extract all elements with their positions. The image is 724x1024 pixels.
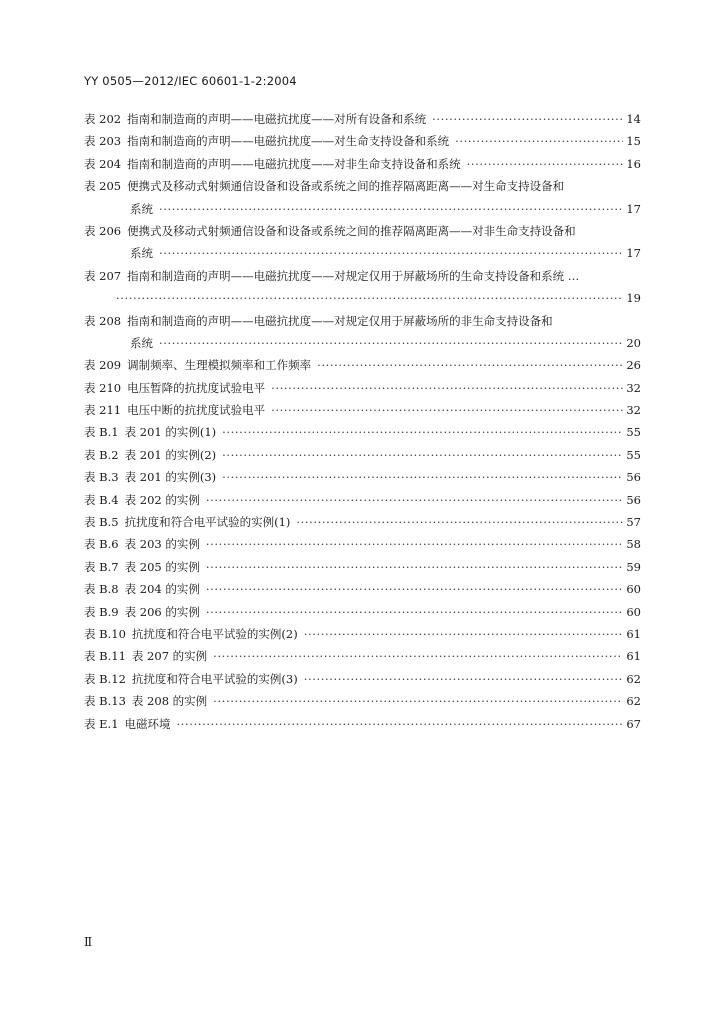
toc-leader-dots [213,645,623,667]
toc-entry[interactable] [84,198,641,220]
toc-entry[interactable] [84,623,641,645]
toc-leader-dots [222,466,623,488]
toc-leader-dots [159,332,623,354]
toc-entry[interactable] [84,153,641,175]
toc-entry-title: 表 204 的实例 [124,582,200,597]
toc-entry-title: 表 202 的实例 [124,492,200,507]
toc-entry-page: 26 [626,358,641,373]
toc-entry-title: 指南和制造商的声明——电磁抗扰度——对规定仅用于屏蔽场所的生命支持设备和系统 … [127,268,580,283]
toc-entry-label: 表 B.11 [84,649,126,664]
toc-entry-title: 表 201 的实例(3) [124,470,217,485]
toc-entry-page: 59 [626,559,641,574]
toc-leader-dots [222,421,623,443]
toc-entry[interactable] [84,242,641,264]
toc-leader-dots [296,511,623,533]
toc-entry-label: 表 B.1 [84,425,119,440]
toc-entry[interactable] [84,578,641,600]
toc-entry-title: 电压暂降的抗扰度试验电平 [127,380,266,395]
toc-entry[interactable] [84,108,641,130]
table-of-contents [84,108,641,735]
toc-entry-page: 55 [626,425,641,440]
toc-entry-title: 指南和制造商的声明——电磁抗扰度——对非生命支持设备和系统 [127,156,461,171]
toc-entry[interactable] [84,668,641,690]
toc-entry[interactable] [84,421,641,443]
toc-entry-title: 电压中断的抗扰度试验电平 [127,403,266,418]
toc-entry-title: 指南和制造商的声明——电磁抗扰度——对规定仅用于屏蔽场所的非生命支持设备和 [127,313,553,328]
toc-entry-label: 表 202 [84,112,122,126]
toc-entry-label: 表 209 [84,358,122,373]
toc-entry-title: 表 205 的实例 [124,559,200,574]
toc-entry-label: 表 210 [84,380,122,395]
toc-entry-page: 62 [626,671,641,686]
toc-entry-label: 表 205 [84,179,122,194]
toc-leader-dots [206,578,624,600]
toc-entry[interactable] [84,175,641,197]
toc-entry-title: 抗扰度和符合电平试验的实例(3) [131,671,298,686]
toc-entry-title: 表 203 的实例 [124,537,200,552]
toc-leader-dots [271,399,623,421]
toc-entry-title: 调制频率、生理模拟频率和工作频率 [127,358,312,373]
toc-entry-page: 16 [626,156,641,171]
toc-entry-page: 32 [626,380,641,395]
toc-entry-title: 抗扰度和符合电平试验的实例(2) [131,626,298,641]
toc-entry-label: 表 B.12 [84,671,126,686]
toc-entry-page: 56 [626,470,641,485]
toc-entry-page: 55 [626,447,641,462]
toc-leader-dots [159,242,623,264]
toc-entry[interactable] [84,511,641,533]
toc-entry-label: 表 B.4 [84,492,119,507]
toc-entry-title: 表 206 的实例 [124,604,200,619]
toc-entry[interactable] [84,287,641,309]
toc-entry-page: 20 [626,335,641,350]
toc-leader-dots [271,377,623,399]
toc-entry[interactable] [84,533,641,555]
toc-entry-page: 62 [626,694,641,709]
toc-entry-title: 表 207 的实例 [131,649,208,664]
toc-entry-page: 19 [626,291,641,306]
toc-entry-label: 表 B.3 [84,470,119,485]
toc-leader-dots [159,198,623,220]
toc-entry[interactable] [84,466,641,488]
toc-entry-label: 表 203 [84,134,122,149]
toc-leader-dots [317,354,623,376]
toc-entry-page: 61 [626,626,641,641]
toc-entry-label: 表 211 [84,403,122,418]
toc-entry[interactable] [84,645,641,667]
toc-entry-title: 系统 [130,201,153,216]
toc-entry-title: 指南和制造商的声明——电磁抗扰度——对所有设备和系统 [127,112,427,126]
toc-entry-label: 表 B.6 [84,537,119,552]
toc-leader-dots [304,668,624,690]
toc-entry-label: 表 B.2 [84,447,119,462]
toc-entry-label: 表 206 [84,223,122,238]
toc-entry-page: 57 [626,515,641,530]
toc-entry-page: 17 [626,246,641,261]
toc-entry-page: 58 [626,537,641,552]
toc-leader-dots [206,601,624,623]
toc-entry[interactable] [84,354,641,376]
toc-entry-title: 系统 [130,246,153,261]
toc-leader-dots [467,153,624,175]
toc-entry-label: 表 204 [84,156,122,171]
toc-entry-label: 表 B.5 [84,515,119,530]
toc-entry-page: 14 [626,112,641,126]
toc-entry-title: 抗扰度和符合电平试验的实例(1) [124,515,291,530]
document-header: YY 0505—2012/IEC 60601-1-2:2004 [84,74,297,88]
toc-entry[interactable] [84,690,641,712]
toc-leader-dots [455,130,623,152]
toc-entry-title: 表 201 的实例(1) [124,425,217,440]
toc-entry[interactable] [84,444,641,466]
toc-entry[interactable] [84,130,641,152]
toc-entry-page: 60 [626,604,641,619]
toc-entry-label: 表 B.13 [84,694,126,709]
toc-entry-page: 67 [626,716,641,731]
toc-entry-title: 便携式及移动式射频通信设备和设备或系统之间的推荐隔离距离——对非生命支持设备和 [127,223,576,238]
toc-leader-dots [206,489,624,511]
toc-entry[interactable] [84,377,641,399]
toc-entry[interactable] [84,489,641,511]
toc-entry-page: 61 [626,649,641,664]
toc-entry-page: 56 [626,492,641,507]
toc-entry[interactable] [84,310,641,332]
toc-entry-page: 60 [626,582,641,597]
toc-leader-dots [432,108,623,130]
toc-entry[interactable] [84,332,641,354]
toc-leader-dots [206,533,624,555]
toc-entry[interactable] [84,265,641,287]
toc-entry-page: 17 [626,201,641,216]
toc-leader-dots [116,287,623,309]
toc-entry[interactable] [84,399,641,421]
toc-entry-label: 表 207 [84,268,122,283]
toc-entry-title: 指南和制造商的声明——电磁抗扰度——对生命支持设备和系统 [127,134,450,149]
toc-entry-label: 表 B.9 [84,604,119,619]
toc-entry-title: 系统 [130,335,153,350]
toc-entry[interactable] [84,601,641,623]
toc-leader-dots [222,444,623,466]
toc-leader-dots [177,713,624,735]
toc-leader-dots [206,556,624,578]
toc-entry-label: 表 B.7 [84,559,119,574]
toc-entry-label: 表 E.1 [84,716,119,731]
toc-entry-page: 15 [626,134,641,149]
toc-leader-dots [304,623,624,645]
toc-leader-dots [213,690,623,712]
toc-entry[interactable] [84,556,641,578]
toc-entry[interactable] [84,713,641,735]
toc-entry-label: 表 208 [84,313,122,328]
toc-entry-label: 表 B.8 [84,582,119,597]
toc-entry-title: 电磁环境 [124,716,171,731]
toc-entry-title: 便携式及移动式射频通信设备和设备或系统之间的推荐隔离距离——对生命支持设备和 [127,179,565,194]
toc-entry-label: 表 B.10 [84,626,126,641]
toc-entry[interactable] [84,220,641,242]
toc-entry-title: 表 201 的实例(2) [124,447,217,462]
toc-entry-page: 32 [626,403,641,418]
page-number: Ⅱ [84,935,93,949]
toc-entry-title: 表 208 的实例 [131,694,208,709]
